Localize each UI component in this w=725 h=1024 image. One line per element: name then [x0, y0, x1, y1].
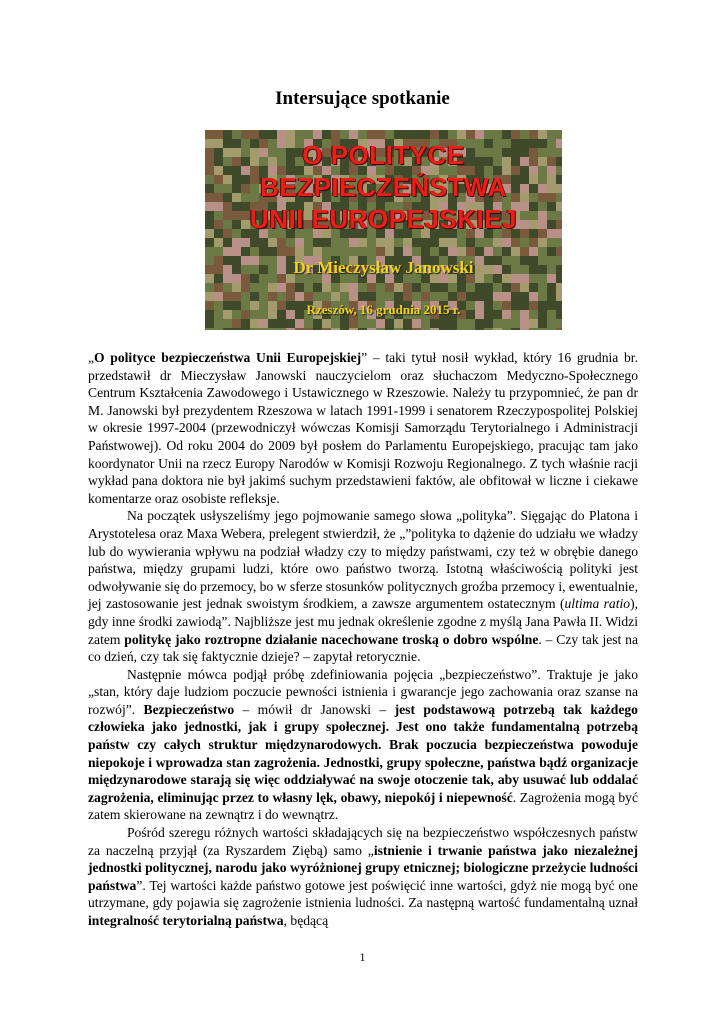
- bold-text: jest podstawową potrzebą tak każdego człowieka jako jednostki, jak i grupy społecznej. Jest ono także fundamentalną potrzebą państw czy całych struktur międzynarodowych. Brak poczucia bezpieczeństwa powoduje niepokoje i wprowadza stan zagrożenia. Jednostki, grupy społeczne, państwa bądź organizacje międzynarodowe starają się więc oddziaływać na swoje otoczenie tak, aby usuwać lub oddalać zagrożenia, eliminując przez to własny lęk, obawy, niepokój i niepewność: [88, 701, 638, 805]
- banner-author: Dr Mieczysław Janowski: [293, 258, 474, 277]
- text-run: – mówił dr Janowski –: [234, 701, 395, 717]
- paragraph: [88, 824, 638, 930]
- bold-text: O polityce bezpieczeństwa Unii Europejskiej: [94, 350, 362, 365]
- bold-text: istnienie i trwanie państwa jako niezależnej jednostki politycznej, narodu jako wyróżnionej grupy etnicznej; biologiczne przeżycie ludności państwa: [88, 842, 638, 893]
- text-run: ”. Tej wartości każde państwo gotowe jest poświęcić inne wartości, gdyż nie mogą być one utrzymane, gdy pojawia się zagrożenie istnienia ludności. Za następną wartość fundamentalną uznał: [88, 877, 638, 911]
- page-number: 1: [359, 950, 366, 964]
- text-run: „: [88, 350, 95, 365]
- italic-text: ultima ratio: [564, 596, 631, 612]
- bold-text: integralność terytorialną państwa: [88, 913, 284, 928]
- text-run: Na początek usłyszeliśmy jego pojmowanie samego słowa „polityka”. Sięgając do Platona i Arystotelesa oraz Maxa Webera, prelegent stwierdził, że „”polityka to dążenie do udziału we władzy lub do wywierania wpływu na podział władzy czy to między państwami, czy też w obrębie danego państwa, między grupami ludzi, które owo państwo tworzą. Istotną właściwością polityki jest odwoływanie się do przemocy, bo w sferze stosunków politycznych groźba przemocy i, ewentualnie, jej zastosowanie jest jednak swoistym środkiem, a zawsze argumentem ostatecznym (: [88, 508, 638, 612]
- banner-headline-line1: O POLITYCE: [302, 140, 465, 170]
- text-run: Następnie mówca podjął próbę zdefiniowania pojęcia „bezpieczeństwo”. Traktuje je jako „stan, który daje ludziom poczucie pewności istnienia i gwarancje jego zachowania oraz szanse na rozwój”.: [88, 666, 638, 717]
- paragraph: [88, 666, 638, 824]
- text-run: ), gdy inne środki zawiodą”. Najbliższe jest mu jednak określenie zgodne z myślą Jana Pawła II. Widzi zatem: [88, 596, 638, 647]
- text-run: . – Czy tak jest na co dzień, czy tak się faktycznie dzieje? – zapytał retorycznie.: [88, 631, 638, 665]
- paragraph: [88, 349, 638, 507]
- text-run: , będącą: [283, 913, 329, 928]
- text-run: . Zagrożenia mogą być zatem skierowane na zewnątrz i do wewnątrz.: [88, 789, 638, 823]
- article-body: [88, 349, 638, 930]
- lecture-banner-image: [205, 130, 562, 330]
- banner-place-date: Rzeszów, 16 grudnia 2015 r.: [306, 302, 461, 317]
- page-title: Intersujące spotkanie: [275, 88, 450, 109]
- text-run: Pośród szeregu różnych wartości składających się na bezpieczeństwo współczesnych państw za naczelną przyjął (za Ryszardem Ziębą) samo „: [88, 825, 638, 858]
- paragraph: [88, 507, 638, 665]
- banner-headline-line2: BEZPIECZEŃSTWA: [260, 172, 507, 202]
- text-run: ” – taki tytuł nosił wykład, który 16 grudnia br. przedstawił dr Mieczysław Janowski nauczycielom oraz słuchaczom Medyczno-Społecznego Centrum Kształcenia Zawodowego i Ustawicznego w Rzeszowie. Należy tu przypomnieć, że pan dr M. Janowski był prezydentem Rzeszowa w latach 1991-1999 i senatorem Rzeczypospolitej Polskiej w okresie 1997-2004 (przewodniczył wówczas Komisji Samorządu Terytorialnego i Administracji Państwowej). Od roku 2004 do 2009 był posłem do Parlamentu Europejskiego, pracując tam jako koordynator Unii na rzecz Europy Narodów w Komisji Rozwoju Regionalnego. Z tych właśnie racji wykład pana doktora nie był jakimś suchym przedstawieni faktów, ale obfitował w liczne i ciekawe komentarze oraz osobiste refleksje.: [88, 350, 638, 506]
- banner-headline-line3: UNII EUROPEJSKIEJ: [249, 204, 518, 234]
- bold-text: Bezpieczeństwo: [143, 701, 235, 717]
- bold-text: politykę jako roztropne działanie nacechowane troską o dobro wspólne: [124, 631, 539, 647]
